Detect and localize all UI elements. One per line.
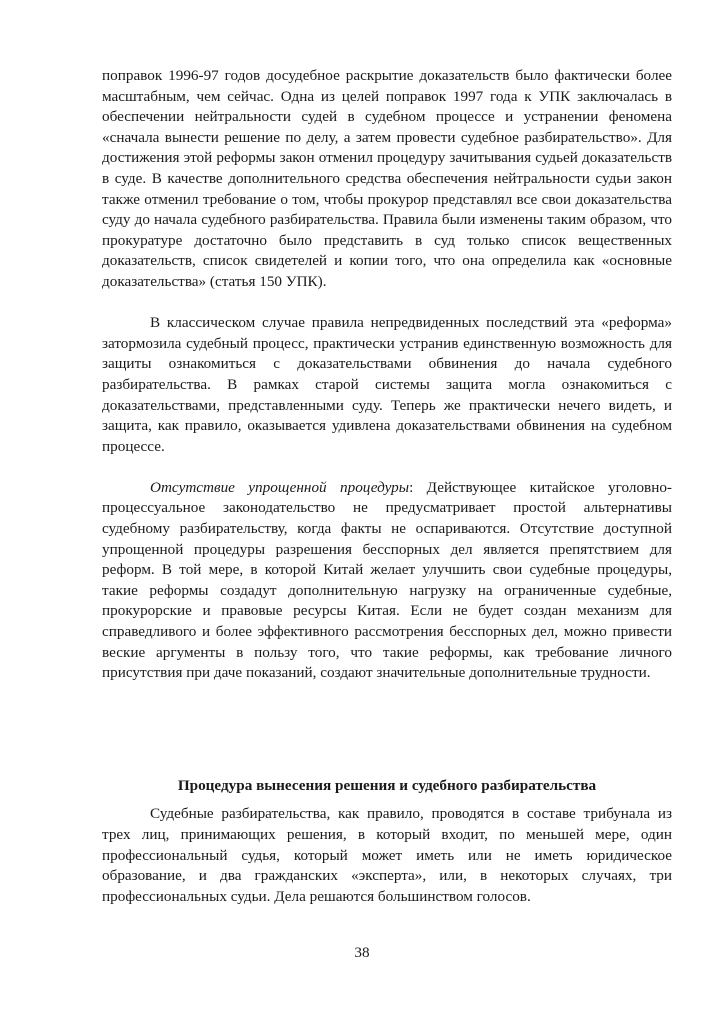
section-paragraph: Судебные разбирательства, как правило, проводятся в составе трибунала из трех лиц, принимающих решения, в который входит, по меньшей мере, один профессиональный судья, который может иметь или не иметь юридическое образование, и два гражданских «эксперта», или, в некоторых случаях, три профессиональных судьи. Дела решаются большинством голосов.: [102, 805, 672, 905]
page-number: 38: [354, 944, 370, 961]
body-text: [102, 66, 672, 907]
paragraph-3: [102, 478, 672, 684]
paragraph-1: поправок 1996-97 годов досудебное раскрытие доказательств было фактически более масштабным, чем сейчас. Одна из целей поправок 1997 года к УПК заключалась в обеспечении нейтральности судей в судебном процессе и устранении феномена «сначала вынести решение по делу, а затем провести судебное разбирательство». Для достижения этой реформы закон отменил процедуру зачитывания судьей доказательств в суде. В качестве дополнительного средства обеспечения нейтральности судьи закон также отменил требование о том, чтобы прокурор представлял все свои доказательства суду до начала судебного разбирательства. Правила были изменены таким образом, что прокуратуре достаточно было представить в суд только список вещественных доказательств, список свидетелей и копии того, что она определила как «основные доказательства» (статья 150 УПК).: [102, 67, 672, 290]
paragraph-3-lead: Отсутствие упрощенной процедуры: [150, 478, 410, 496]
paragraph-3-body: : Действующее китайское уголовно-процессуальное законодательство не предусматривает простой альтернативы судебному разбирательству, когда факты не оспариваются. Отсутствие доступной упрощенной процедуры разрешения бесспорных дел является препятствием для реформ. В той мере, в которой Китай желает улучшить свои судебные процедуры, такие реформы создадут дополнительную нагрузку на ограниченные судебные, прокурорские и правовые ресурсы Китая. Если не будет создан механизм для справедливого и более эффективного рассмотрения бесспорных дел, можно привести веские аргументы в пользу того, что такие реформы, как требование личного присутствия при даче показаний, создают значительные дополнительные трудности.: [102, 478, 672, 682]
paragraph-2: В классическом случае правила непредвиденных последствий эта «реформа» затормозила судебный процесс, практически устранив единственную возможность для защиты ознакомиться с доказательствами обвинения до начала судебного разбирательства. В рамках старой системы защита могла ознакомиться с доказательствами, представленными суду. Теперь же практически нечего видеть, и защита, как правило, оказывается удивлена доказательствами обвинения на судебном процессе.: [102, 314, 672, 455]
section-heading: Процедура вынесения решения и судебного разбирательства: [177, 776, 597, 794]
